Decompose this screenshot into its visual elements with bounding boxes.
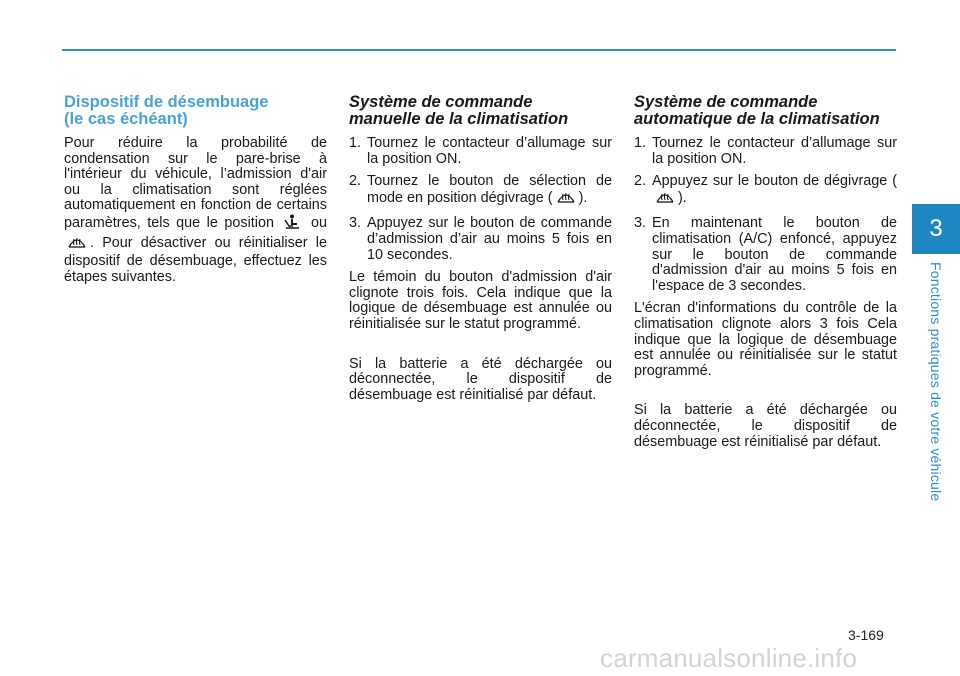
list-item: 2. Tournez le bouton de sélection de mode en position dégivrage ( ). (349, 174, 612, 209)
section-heading-automatic: Système de commande automatique de la climatisation (634, 93, 880, 128)
section-heading-manual: Système de commande manuelle de la climatisation (349, 93, 569, 128)
section-defogging (64, 94, 327, 285)
automatic-steps (634, 136, 897, 294)
defrost-icon (655, 190, 675, 210)
list-item: 1. Tournez le contacteur d’allumage sur la position ON. (349, 135, 612, 167)
chapter-number: 3 (929, 215, 943, 242)
chapter-side-title: Fonctions pratiques de votre véhicule (928, 262, 944, 502)
defogging-paragraph: Pour réduire la probabilité de condensation sur le pare-brise à l'intérieur du véhicule, l’admission d'air ou la climatisation sont réglées automatiquement en fonction de certains paramètres, tels que le position ou . Pour désactiver ou réinitialiser le dispositif de désembuage, effectuez les étapes suivantes. (64, 135, 327, 285)
list-item: 1. Tournez le contacteur d’allumage sur la position ON. (634, 135, 897, 167)
header-rule (62, 49, 896, 51)
defrost-icon (556, 190, 576, 210)
section-automatic-climate (634, 94, 897, 450)
list-item: 3. En maintenant le bouton de climatisation (A/C) enfoncé, appuyez sur le bouton de commande d'admission d'air au moins 5 fois en l'espace de 3 secondes. (634, 215, 897, 294)
automatic-display-paragraph: L'écran d'informations du contrôle de la climatisation clignote alors 3 fois Cela indique que la logique de désembuage est annulée ou réinitialisée sur le statut programmé. (634, 300, 897, 379)
list-item: 2. Appuyez sur le bouton de dégivrage (). (634, 174, 897, 209)
floor-mode-icon (283, 214, 301, 235)
list-item: 3. Appuyez sur le bouton de commande d’admission d’air au moins 5 fois en 10 secondes. (349, 215, 612, 263)
chapter-tab (912, 204, 960, 254)
section-heading-defogging: Dispositif de désembuage (le cas échéant) (64, 93, 269, 128)
manual-indicator-paragraph: Le témoin du bouton d'admission d'air clignote trois fois. Cela indique que la logique de désembuage est annulée ou réinitialisée sur le statut programmé. (349, 269, 612, 332)
page-number: 3-169 (848, 627, 884, 643)
watermark: carmanualsonline.info (600, 643, 858, 673)
section-manual-climate (349, 94, 612, 403)
manual-battery-paragraph: Si la batterie a été déchargée ou déconnectée, le dispositif de désembuage est réinitialisé par défaut. (349, 355, 612, 403)
manual-steps (349, 136, 612, 263)
defrost-icon (67, 235, 87, 255)
automatic-battery-paragraph: Si la batterie a été déchargée ou déconnectée, le dispositif de désembuage est réinitialisé par défaut. (634, 402, 897, 450)
